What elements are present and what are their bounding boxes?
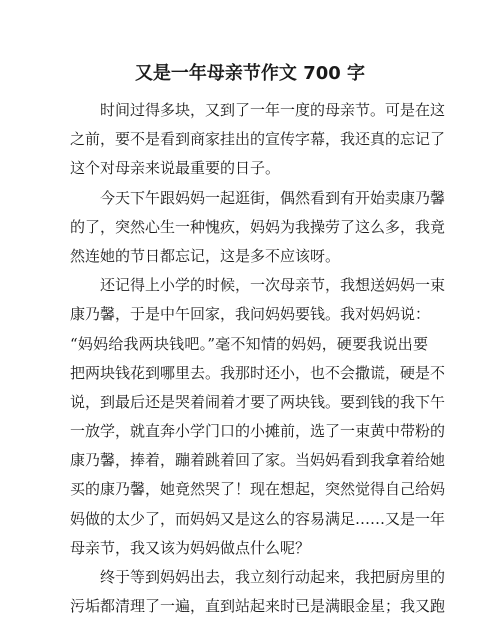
text-line: 康乃馨，捧着，蹦着跳着回了家。当妈妈看到我拿着给她 [70, 451, 446, 470]
text-line: 一放学，就直奔小学门口的小摊前，选了一束黄中带粉的 [70, 422, 446, 441]
paragraph [70, 96, 446, 184]
text-line: 说，到最后还是哭着闹着才要了两块钱。要到钱的我下午 [70, 392, 446, 411]
text-line: 终于等到妈妈出去，我立刻行动起来，我把厨房里的 [100, 568, 446, 586]
document-body [70, 96, 446, 621]
paragraph [70, 271, 446, 563]
text-line: 污垢都清理了一遍，直到站起来时已是满眼金星；我又跑 [70, 597, 446, 616]
text-line: 妈做的太少了，而妈妈又是这么的容易满足……又是一年 [70, 509, 446, 528]
text-line: 把两块钱花到哪里去。我那时还小，也不会撒谎，硬是不 [70, 363, 446, 382]
text-line: 时间过得多块，又到了一年一度的母亲节。可是在这 [100, 101, 446, 119]
document-title: 又是一年母亲节作文 700 字 [134, 63, 366, 84]
text-line: 还记得上小学的时候，一次母亲节，我想送妈妈一束 [100, 276, 446, 295]
text-line: 然连她的节日都忘记，这是多不应该呀。 [70, 246, 341, 265]
text-line: 这个对母亲来说最重要的日子。 [70, 159, 281, 178]
text-line: 今天下午跟妈妈一起逛街，偶然看到有开始卖康乃馨 [100, 188, 446, 207]
text-line: 买的康乃馨，她竟然哭了！现在想起，突然觉得自己给妈 [70, 480, 446, 499]
text-line: 之前，要不是看到商家挂出的宣传字幕，我还真的忘记了 [70, 130, 446, 149]
text-line: 母亲节，我又该为妈妈做点什么呢？ [70, 538, 311, 557]
text-line: “妈妈给我两块钱吧。”毫不知情的妈妈，硬要我说出要 [70, 334, 428, 353]
paragraph [70, 184, 446, 272]
paragraph [70, 563, 446, 621]
text-line: 康乃馨，于是中午回家，我问妈妈要钱。我对妈妈说： [70, 305, 431, 324]
text-line: 的了，突然心生一种愧疚，妈妈为我操劳了这么多，我竟 [70, 217, 446, 236]
